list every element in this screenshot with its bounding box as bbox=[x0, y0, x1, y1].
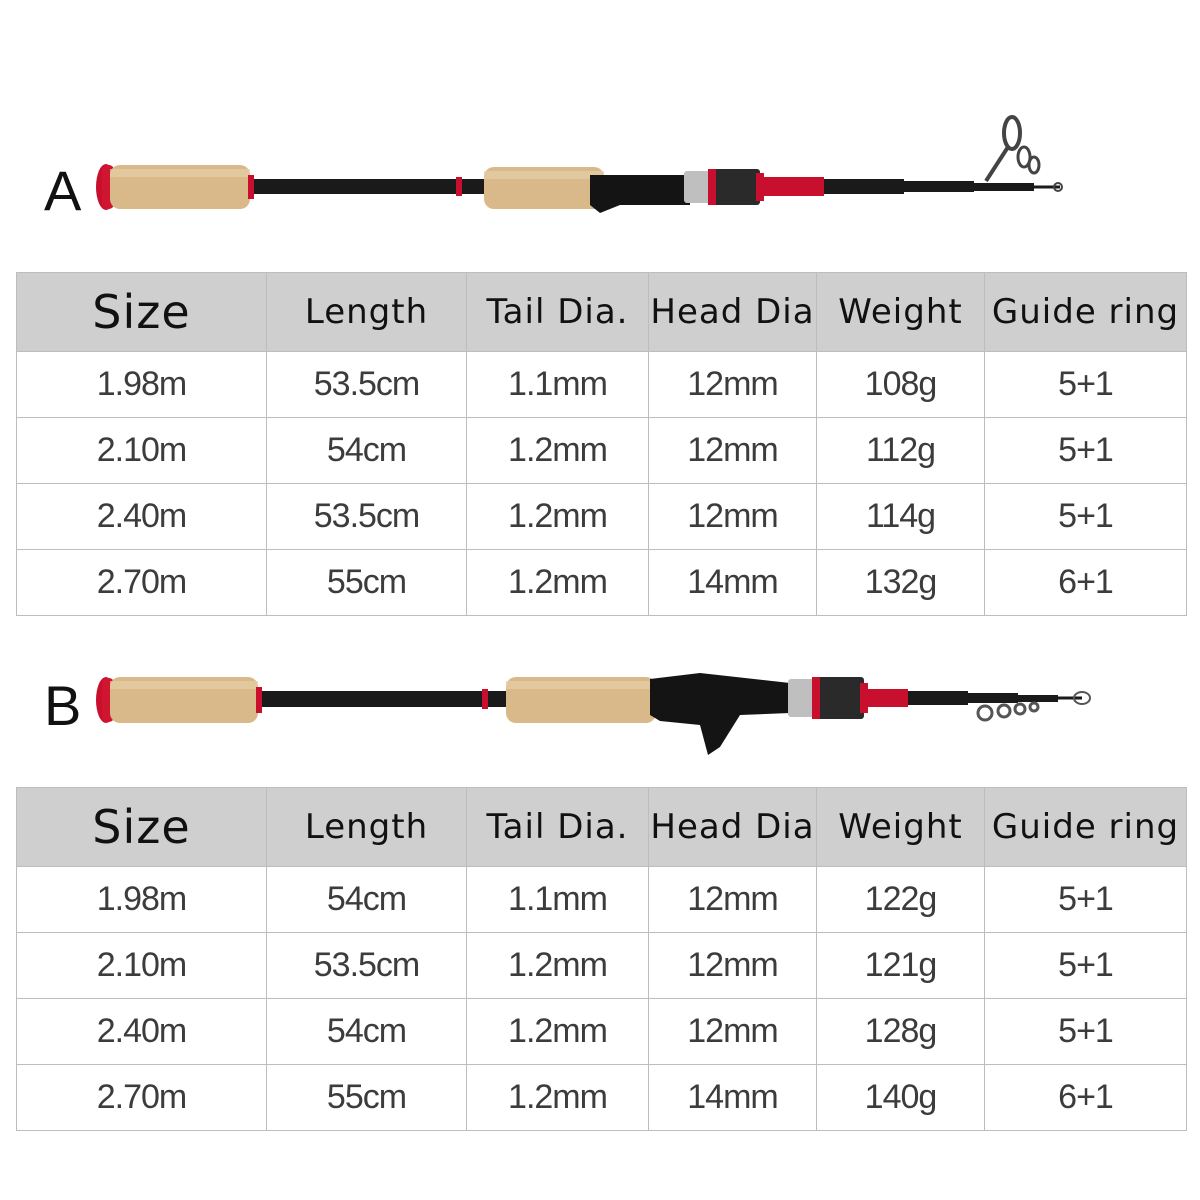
cell-length: 55cm bbox=[267, 1065, 467, 1131]
cell-guide-ring: 6+1 bbox=[985, 1065, 1187, 1131]
table-row bbox=[17, 867, 1187, 933]
cell-head-dia: 14mm bbox=[649, 550, 817, 616]
cell-guide-ring: 5+1 bbox=[985, 999, 1187, 1065]
cell-length: 53.5cm bbox=[267, 933, 467, 999]
cell-head-dia: 12mm bbox=[649, 933, 817, 999]
cell-tail-dia: 1.2mm bbox=[467, 933, 649, 999]
table-header-row bbox=[17, 273, 1187, 352]
section-label-a: A bbox=[44, 159, 82, 222]
cell-head-dia: 12mm bbox=[649, 418, 817, 484]
cell-size: 1.98m bbox=[17, 352, 267, 418]
table-row bbox=[17, 418, 1187, 484]
cell-weight: 114g bbox=[817, 484, 985, 550]
header-weight: Weight bbox=[817, 273, 985, 352]
cell-guide-ring: 5+1 bbox=[985, 352, 1187, 418]
header-head-dia: Head Dia bbox=[649, 788, 817, 867]
table-row bbox=[17, 352, 1187, 418]
table-header-row bbox=[17, 788, 1187, 867]
table-row bbox=[17, 999, 1187, 1065]
table-row bbox=[17, 933, 1187, 999]
cell-size: 2.40m bbox=[17, 999, 267, 1065]
cell-weight: 112g bbox=[817, 418, 985, 484]
cell-length: 54cm bbox=[267, 867, 467, 933]
cell-guide-ring: 5+1 bbox=[985, 933, 1187, 999]
header-length: Length bbox=[267, 273, 467, 352]
cell-tail-dia: 1.1mm bbox=[467, 352, 649, 418]
header-size: Size bbox=[17, 273, 267, 352]
cell-guide-ring: 5+1 bbox=[985, 867, 1187, 933]
table-row bbox=[17, 550, 1187, 616]
cell-head-dia: 12mm bbox=[649, 484, 817, 550]
cell-weight: 108g bbox=[817, 352, 985, 418]
cell-tail-dia: 1.2mm bbox=[467, 1065, 649, 1131]
spec-table-a bbox=[16, 272, 1187, 616]
cell-weight: 128g bbox=[817, 999, 985, 1065]
header-tail-dia: Tail Dia. bbox=[467, 788, 649, 867]
header-guide-ring: Guide ring bbox=[985, 273, 1187, 352]
cell-size: 2.40m bbox=[17, 484, 267, 550]
cell-guide-ring: 5+1 bbox=[985, 484, 1187, 550]
cell-weight: 132g bbox=[817, 550, 985, 616]
cell-length: 54cm bbox=[267, 999, 467, 1065]
cell-head-dia: 12mm bbox=[649, 999, 817, 1065]
section-label-b: B bbox=[44, 674, 82, 737]
cell-size: 2.10m bbox=[17, 933, 267, 999]
cell-size: 2.70m bbox=[17, 1065, 267, 1131]
spec-table-b bbox=[16, 787, 1187, 1131]
header-size: Size bbox=[17, 788, 267, 867]
cell-head-dia: 14mm bbox=[649, 1065, 817, 1131]
cell-guide-ring: 5+1 bbox=[985, 418, 1187, 484]
cell-size: 1.98m bbox=[17, 867, 267, 933]
cell-tail-dia: 1.2mm bbox=[467, 418, 649, 484]
cell-guide-ring: 6+1 bbox=[985, 550, 1187, 616]
cell-tail-dia: 1.1mm bbox=[467, 867, 649, 933]
cell-weight: 140g bbox=[817, 1065, 985, 1131]
cell-tail-dia: 1.2mm bbox=[467, 999, 649, 1065]
header-head-dia: Head Dia bbox=[649, 273, 817, 352]
header-length: Length bbox=[267, 788, 467, 867]
cell-length: 54cm bbox=[267, 418, 467, 484]
cell-length: 53.5cm bbox=[267, 352, 467, 418]
cell-head-dia: 12mm bbox=[649, 352, 817, 418]
cell-size: 2.10m bbox=[17, 418, 267, 484]
header-guide-ring: Guide ring bbox=[985, 788, 1187, 867]
header-weight: Weight bbox=[817, 788, 985, 867]
header-tail-dia: Tail Dia. bbox=[467, 273, 649, 352]
table-row bbox=[17, 1065, 1187, 1131]
cell-weight: 122g bbox=[817, 867, 985, 933]
cell-length: 55cm bbox=[267, 550, 467, 616]
spinning-rod-image bbox=[0, 95, 1200, 225]
table-row bbox=[17, 484, 1187, 550]
cell-tail-dia: 1.2mm bbox=[467, 484, 649, 550]
cell-length: 53.5cm bbox=[267, 484, 467, 550]
cell-head-dia: 12mm bbox=[649, 867, 817, 933]
cell-weight: 121g bbox=[817, 933, 985, 999]
casting-rod-image bbox=[0, 655, 1200, 765]
cell-tail-dia: 1.2mm bbox=[467, 550, 649, 616]
cell-size: 2.70m bbox=[17, 550, 267, 616]
